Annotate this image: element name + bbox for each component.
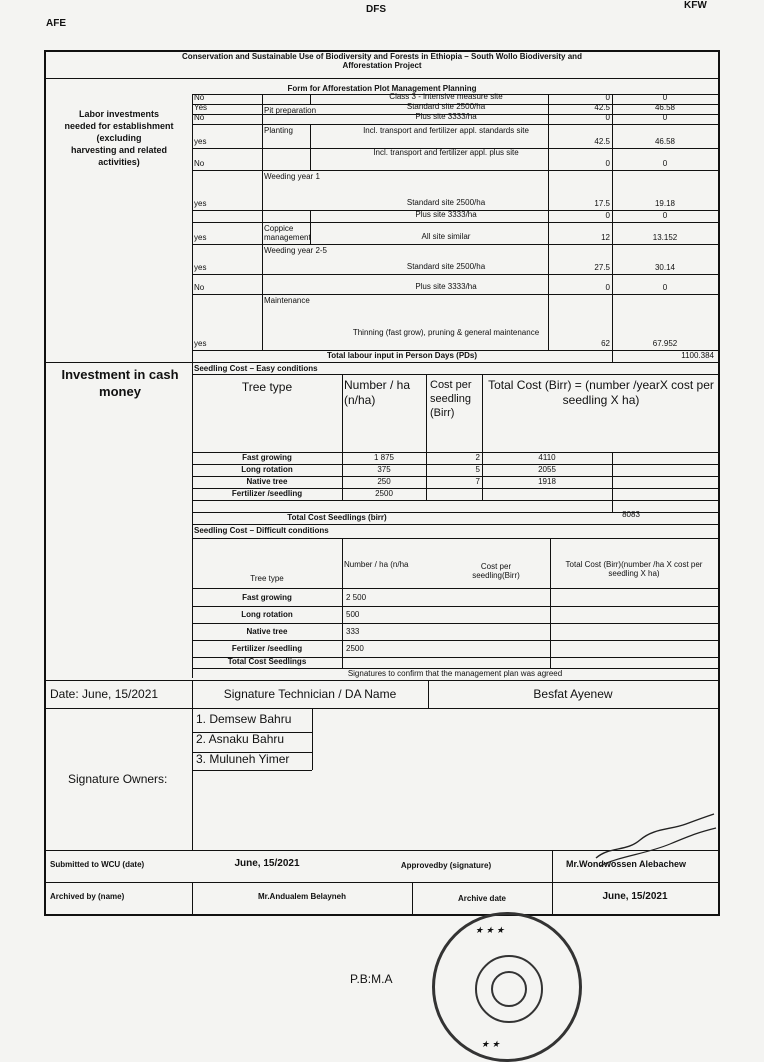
easy-header-number: Number / ha (n/ha) (344, 378, 411, 407)
labor-activity: Maintenance (264, 296, 310, 305)
labor-description: Standard site 2500/ha (406, 102, 486, 111)
labor-description: Plus site 3333/ha (415, 282, 477, 291)
dfs-label: DFS (366, 4, 386, 15)
labor-yes-no: yes (194, 263, 207, 272)
labor-value-1: 17.5 (594, 199, 610, 208)
labor-value-1: 42.5 (594, 137, 610, 146)
row-line (192, 274, 718, 275)
approved-name: Mr.Wondwossen Alebachew (566, 859, 687, 869)
labor-value-1: 12 (601, 233, 610, 242)
row-line (192, 640, 718, 641)
easy-header-type: Tree type (241, 380, 293, 394)
submitted-label: Submitted to WCU (date) (50, 860, 145, 869)
labor-yes-no: yes (194, 137, 207, 146)
diff-number: 2500 (346, 644, 364, 653)
easy-total: 1918 (538, 477, 556, 486)
labor-value-2: 0 (662, 159, 668, 168)
labor-description: Incl. transport and fertilizer appl. plus site (373, 148, 519, 157)
labor-description: Standard site 2500/ha (406, 198, 486, 207)
diff-header-type: Tree type (250, 574, 284, 583)
labor-value-1: 0 (605, 113, 610, 122)
archive-date-label: Archive date (457, 894, 507, 903)
labor-activity: Coppice management (264, 224, 311, 242)
diff-header-cost: Cost per seedling(Birr) (472, 562, 520, 580)
diff-header-number: Number / ha (n/ha (344, 560, 409, 569)
owner-name-1: 1. Demsew Bahru (196, 712, 292, 726)
management-plan-form (44, 50, 720, 916)
labor-value-1: 0 (605, 283, 610, 292)
labor-value-2: 0 (662, 283, 668, 292)
labor-value-1: 0 (605, 93, 610, 102)
diff-number: 500 (346, 610, 360, 619)
easy-total: 2055 (538, 465, 556, 474)
labor-description: Plus site 3333/ha (415, 112, 477, 121)
labor-yes-no: No (194, 93, 205, 102)
technician-name: Besfat Ayenew (533, 687, 613, 701)
easy-cost: 5 (475, 465, 480, 474)
labor-description: All site similar (421, 232, 471, 241)
col-line (310, 94, 311, 104)
labor-value-1: 27.5 (594, 263, 610, 272)
diff-number: 333 (346, 627, 360, 636)
difficult-title: Seedling Cost – Difficult conditions (194, 526, 329, 535)
diff-header-total: Total Cost (Birr)(number /ha X cost per seedling X ha) (565, 560, 703, 578)
labor-value-1: 62 (601, 339, 610, 348)
easy-total-label: Total Cost Seedlings (birr) (287, 513, 387, 522)
approved-label: Approvedby (signature) (400, 861, 492, 870)
diff-total-label: Total Cost Seedlings (227, 657, 307, 666)
labor-value-2: 19.18 (654, 199, 676, 208)
easy-number: 1 875 (373, 453, 395, 462)
labor-activity: Weeding year 2-5 (264, 246, 327, 255)
handwritten-signature (590, 810, 720, 870)
date-field: Date: June, 15/2021 (50, 687, 159, 701)
archived-name: Mr.Andualem Belayneh (257, 892, 347, 901)
labor-activity: Planting (264, 126, 293, 135)
diff-tree-type: Long rotation (241, 610, 293, 619)
labor-description: Class 3 - intensive measure site (389, 92, 503, 101)
form-title: Form for Afforestation Plot Management Planning (287, 84, 477, 93)
afe-label: AFE (46, 18, 66, 29)
submitted-date: June, 15/2021 (234, 858, 300, 869)
labor-value-2: 0 (662, 93, 668, 102)
easy-header-cost: Cost per seedling (Birr) (430, 379, 472, 419)
official-stamp: ★ ★ ★ ★ ★ (432, 912, 582, 1062)
easy-tree-type: Fertilizer /seedling (231, 489, 303, 498)
easy-title: Seedling Cost – Easy conditions (194, 364, 318, 373)
easy-cost: 2 (475, 453, 480, 462)
labor-description: Incl. transport and fertilizer appl. standards site (363, 126, 529, 135)
labor-value-2: 46.58 (654, 103, 676, 112)
owners-label: Signature Owners: (68, 772, 168, 786)
labor-activity: Weeding year 1 (264, 172, 320, 181)
row-line (192, 294, 718, 295)
labor-yes-no: No (194, 159, 205, 168)
easy-header-total: Total Cost (Birr) = (number /yearX cost per seedling X ha) (488, 378, 714, 407)
labor-value-2: 67.952 (652, 339, 678, 348)
diff-number: 2 500 (346, 593, 367, 602)
diff-tree-type: Native tree (246, 627, 288, 636)
labor-description: Standard site 2500/ha (406, 262, 486, 271)
easy-cost: 7 (475, 477, 480, 486)
easy-total: 4110 (538, 453, 556, 462)
row-line (192, 500, 718, 501)
labor-activity: Pit preparation (264, 106, 317, 115)
owner-name-3: 3. Muluneh Yimer (196, 752, 290, 766)
confirm-text: Signatures to confirm that the management plan was agreed (347, 669, 563, 678)
row-line (192, 623, 718, 624)
labor-value-2: 46.58 (654, 137, 676, 146)
project-title: Conservation and Sustainable Use of Biodiversity and Forests in Ethiopia – South Wollo Biodiversity and Afforestation Project (182, 52, 582, 70)
archive-date: June, 15/2021 (602, 891, 668, 902)
row-line (192, 124, 718, 125)
labor-value-2: 0 (662, 113, 668, 122)
row-line (192, 606, 718, 607)
labor-yes-no: No (194, 113, 205, 122)
labor-value-2: 0 (662, 211, 668, 220)
total-labour-value: 1100.384 (681, 351, 714, 360)
labor-description: Thinning (fast grow), pruning & general maintenance (352, 328, 540, 337)
investment-label: Investment in cash money (61, 367, 179, 399)
footer-code: P.B:M.A (350, 972, 393, 986)
labor-yes-no: yes (194, 339, 207, 348)
easy-number: 250 (377, 477, 391, 486)
labor-yes-no: Yes (194, 103, 208, 112)
archived-label: Archived by (name) (50, 892, 125, 901)
col-line (310, 124, 311, 170)
diff-tree-type: Fast growing (242, 593, 292, 602)
labor-value-1: 0 (605, 211, 610, 220)
easy-number: 375 (377, 465, 391, 474)
kfw-label: KFW (684, 0, 707, 11)
row-line (192, 222, 718, 223)
easy-tree-type: Long rotation (241, 465, 293, 474)
owner-name-2: 2. Asnaku Bahru (196, 732, 285, 746)
labor-yes-no: No (194, 283, 205, 292)
easy-tree-type: Native tree (246, 477, 288, 486)
labor-value-2: 13.152 (652, 233, 678, 242)
total-labour-label: Total labour input in Person Days (PDs) (326, 351, 478, 360)
labor-value-1: 0 (605, 159, 610, 168)
labor-value-1: 42.5 (594, 103, 610, 112)
diff-tree-type: Fertilizer /seedling (231, 644, 303, 653)
labor-yes-no: yes (194, 233, 207, 242)
row-line (192, 170, 718, 171)
labor-yes-no: yes (194, 199, 207, 208)
labor-value-2: 30.14 (654, 263, 676, 272)
easy-total-value: 8083 (622, 510, 640, 519)
easy-number: 2500 (375, 489, 393, 498)
technician-label: Signature Technician / DA Name (223, 687, 397, 701)
row-line (192, 244, 718, 245)
labor-label: Labor investments needed for establishment (excluding harvesting and related activities) (64, 109, 174, 167)
easy-tree-type: Fast growing (242, 453, 292, 462)
col-line (310, 210, 311, 244)
labor-description: Plus site 3333/ha (415, 210, 477, 219)
